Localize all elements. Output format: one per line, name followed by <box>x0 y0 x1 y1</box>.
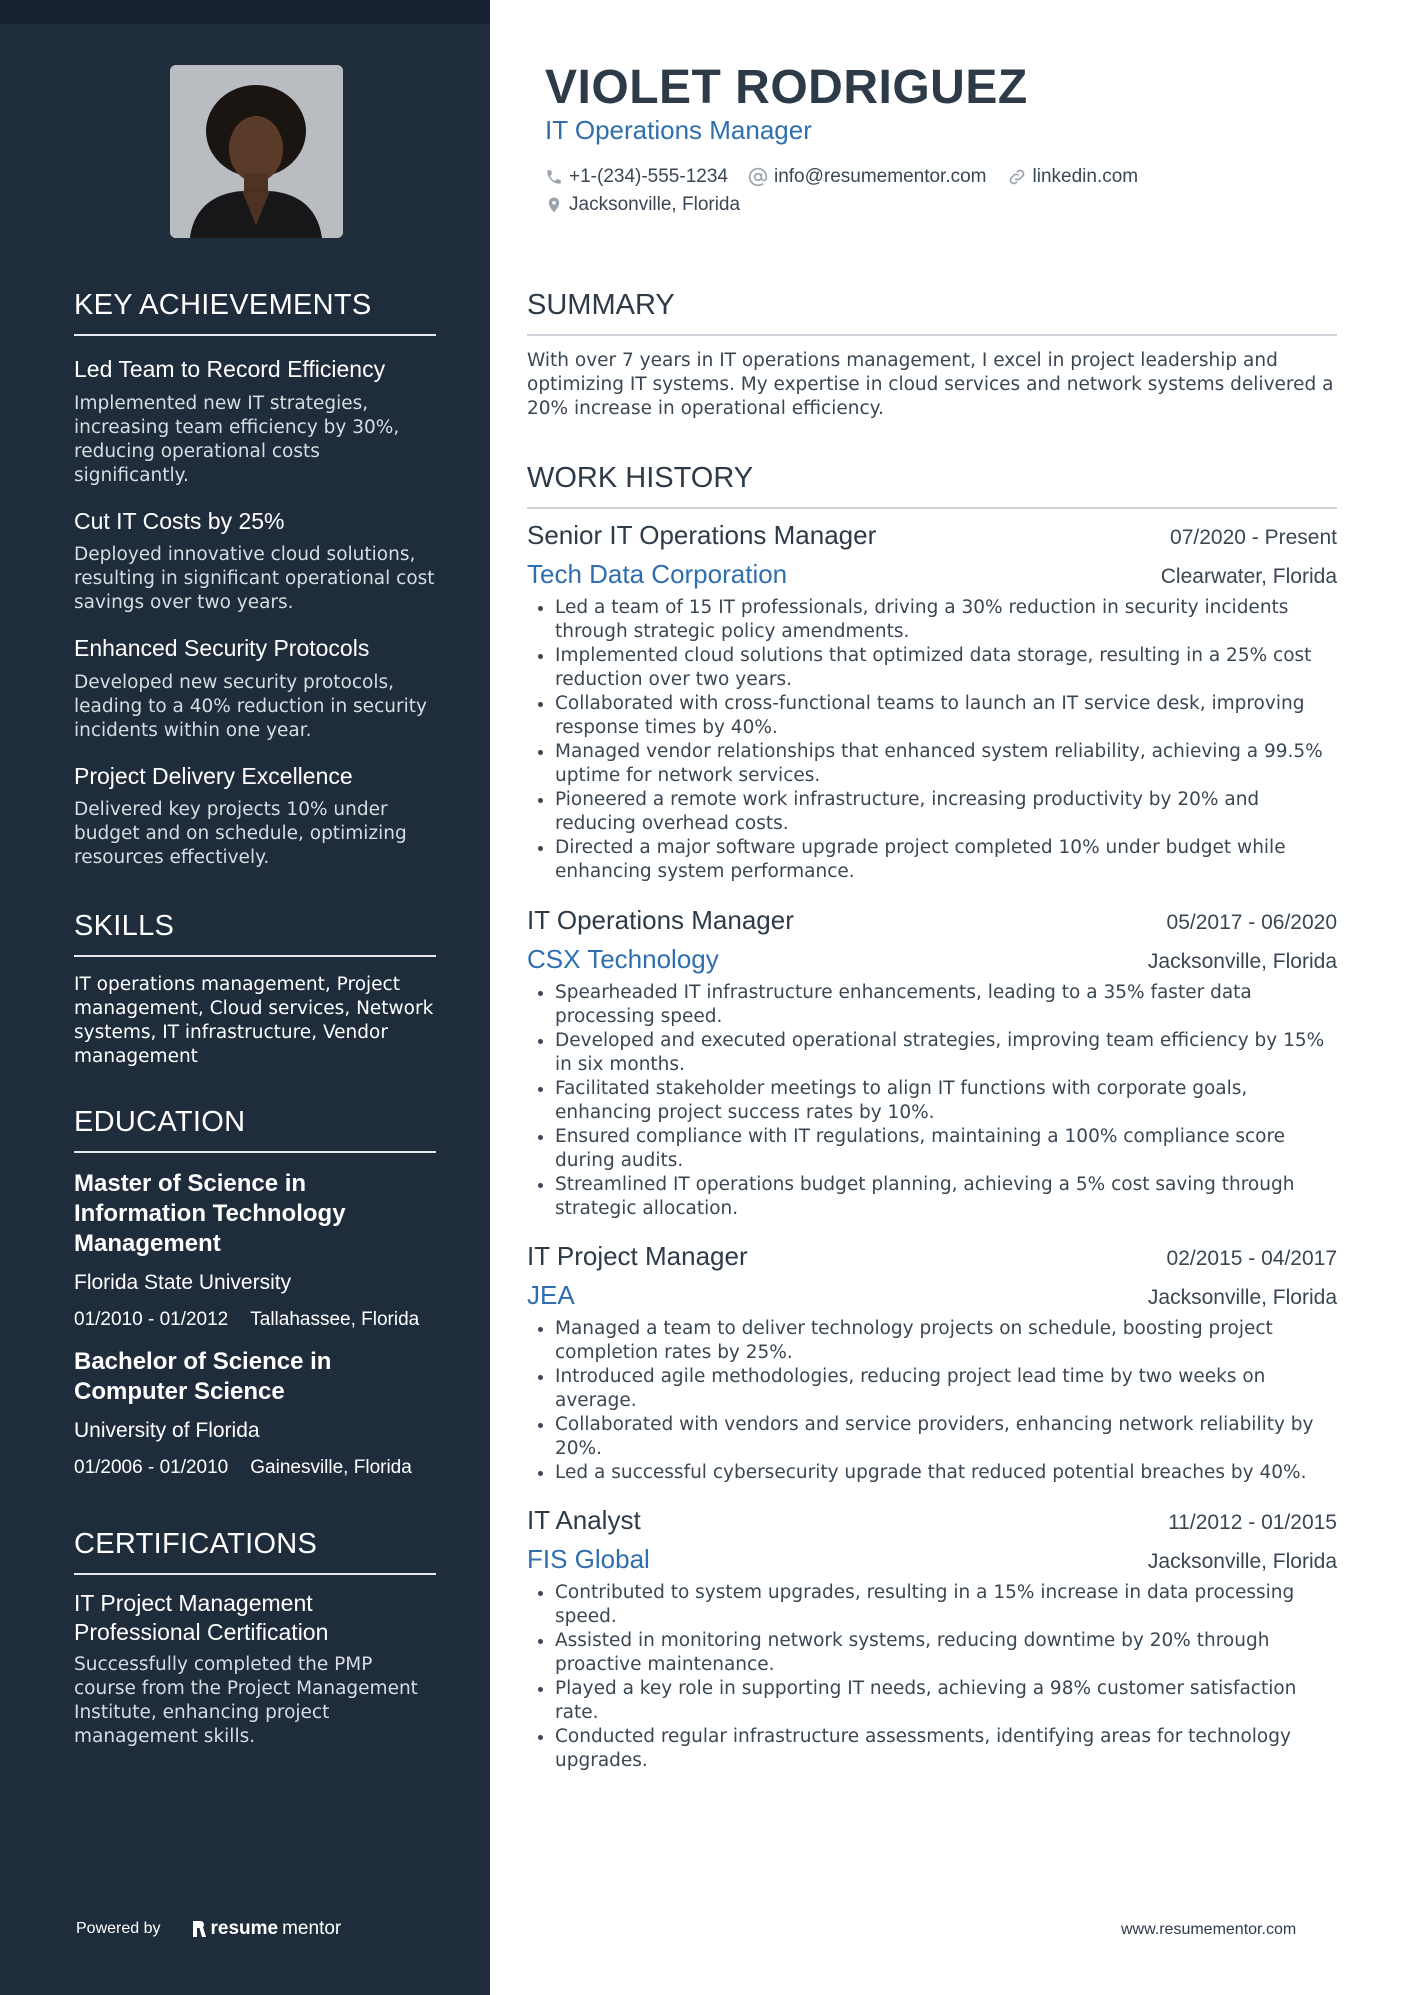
powered-by <box>76 1918 341 1940</box>
at-sign-icon <box>748 167 768 187</box>
sidebar <box>0 0 490 1995</box>
brand-name-bold: resume <box>210 1918 279 1939</box>
contact-location <box>545 194 740 216</box>
education-school: Florida State University <box>74 1271 292 1294</box>
contact-info <box>545 163 1325 219</box>
job-bullet: • Spearheaded IT infrastructure enhancements, leading to a 35% faster data processing speed. <box>555 981 1337 1029</box>
job-title: IT Operations Manager <box>527 905 794 935</box>
job-bullet: • Assisted in monitoring network systems, reducing downtime by 20% through proactive maintenance. <box>555 1629 1337 1677</box>
job-header <box>527 520 1337 551</box>
education-location: Gainesville, Florida <box>250 1457 412 1478</box>
education-dates: 01/2006 - 01/2010 <box>74 1457 229 1478</box>
job-bullets <box>527 1317 1337 1485</box>
job-bullet: • Developed and executed operational strategies, improving team efficiency by 15% in six months. <box>555 1029 1337 1077</box>
job-bullets <box>527 981 1337 1221</box>
phone-icon <box>545 168 563 186</box>
education-meta <box>74 1309 436 1331</box>
achievements-heading: KEY ACHIEVEMENTS <box>74 289 436 336</box>
job-bullets <box>527 596 1337 884</box>
achievement-title: Enhanced Security Protocols <box>74 635 370 662</box>
achievement-desc: Developed new security protocols, leading to a 40% reduction in security incidents within one year. <box>74 671 427 741</box>
job-location: Jacksonville, Florida <box>1147 1550 1337 1573</box>
achievement-desc: Implemented new IT strategies, increasing team efficiency by 30%, reducing operational costs significantly. <box>74 392 400 486</box>
job-location: Clearwater, Florida <box>1160 565 1337 588</box>
job-subheader <box>527 1280 1337 1311</box>
summary-text: With over 7 years in IT operations management, I excel in project leadership and optimizing IT systems. My expertise in cloud services and network systems delivered a 20% increase in operational efficiency. <box>527 350 1334 419</box>
job-subheader <box>527 1544 1337 1575</box>
contact-row <box>545 191 1325 219</box>
skills-section <box>74 910 436 1069</box>
job-entry <box>527 1505 1337 1773</box>
email-text: info@resumementor.com <box>773 166 987 187</box>
contact-linkedin[interactable] <box>1007 166 1139 188</box>
job-bullet: • Streamlined IT operations budget planning, achieving a 5% cost saving through strategic allocation. <box>555 1173 1337 1221</box>
summary-heading: SUMMARY <box>527 289 1337 336</box>
profile-photo <box>170 65 343 238</box>
certification-desc: Successfully completed the PMP course from the Project Management Institute, enhancing project management skills. <box>74 1654 418 1747</box>
achievement-title: Led Team to Record Efficiency <box>74 356 386 382</box>
job-subheader <box>527 559 1337 590</box>
job-bullet: • Introduced agile methodologies, reducing project lead time by two weeks on average. <box>555 1365 1337 1413</box>
job-dates: 07/2020 - Present <box>1170 526 1337 549</box>
achievement-desc: Delivered key projects 10% under budget and on schedule, optimizing resources effectively. <box>74 799 407 869</box>
achievement-item <box>74 508 436 616</box>
location-text: Jacksonville, Florida <box>569 194 741 215</box>
job-bullet: • Played a key role in supporting IT needs, achieving a 98% customer satisfaction rate. <box>555 1677 1337 1725</box>
achievement-title: Cut IT Costs by 25% <box>74 507 285 534</box>
education-degree: Master of Science in Information Technology Management <box>74 1170 346 1257</box>
job-bullet: • Contributed to system upgrades, resulting in a 15% increase in data processing speed. <box>555 1581 1337 1629</box>
education-school: University of Florida <box>74 1419 260 1442</box>
job-bullet: • Conducted regular infrastructure assessments, identifying areas for technology upgrades. <box>555 1725 1337 1773</box>
brand-name-rest: mentor <box>282 1918 342 1939</box>
powered-by-label: Powered by <box>76 1920 161 1937</box>
job-company: CSX Technology <box>527 944 719 974</box>
job-dates: 11/2012 - 01/2015 <box>1168 1511 1337 1534</box>
job-bullet: • Implemented cloud solutions that optimized data storage, resulting in a 25% cost reduction over two years. <box>555 644 1337 692</box>
job-entry <box>527 905 1337 1221</box>
certifications-section <box>74 1528 436 1749</box>
achievement-title: Project Delivery Excellence <box>74 762 353 789</box>
job-company: FIS Global <box>527 1544 650 1574</box>
skills-heading: SKILLS <box>74 910 436 957</box>
education-meta <box>74 1457 436 1479</box>
education-item <box>74 1169 436 1331</box>
avatar-icon <box>170 65 343 238</box>
job-title: IT Analyst <box>527 1505 641 1535</box>
job-bullet: • Managed vendor relationships that enhanced system reliability, achieving a 99.5% uptime for network services. <box>555 740 1337 788</box>
contact-email[interactable] <box>748 166 987 188</box>
job-dates: 02/2015 - 04/2017 <box>1166 1247 1337 1270</box>
certification-item <box>74 1589 436 1749</box>
link-icon <box>1007 167 1027 187</box>
job-bullet: • Directed a major software upgrade project completed 10% under budget while enhancing system performance. <box>555 836 1337 884</box>
sidebar-top-bar <box>0 0 490 24</box>
job-title: Senior IT Operations Manager <box>527 520 877 550</box>
brand-logo[interactable] <box>191 1918 342 1940</box>
achievement-item <box>74 763 436 871</box>
job-bullet: • Collaborated with vendors and service providers, enhancing network reliability by 20%. <box>555 1413 1337 1461</box>
job-bullet: • Led a team of 15 IT professionals, driving a 30% reduction in security incidents through strategic policy amendments. <box>555 596 1337 644</box>
job-company: JEA <box>527 1280 575 1310</box>
job-location: Jacksonville, Florida <box>1147 1286 1337 1309</box>
contact-row <box>545 163 1325 191</box>
location-pin-icon <box>545 195 563 215</box>
certifications-heading: CERTIFICATIONS <box>74 1528 436 1575</box>
job-entry <box>527 520 1337 884</box>
job-subheader <box>527 944 1337 975</box>
job-bullet: • Facilitated stakeholder meetings to align IT functions with corporate goals, enhancing project success rates by 10%. <box>555 1077 1337 1125</box>
achievement-item <box>74 635 436 743</box>
education-item <box>74 1347 436 1479</box>
job-entry <box>527 1241 1337 1485</box>
achievement-desc: Deployed innovative cloud solutions, resulting in significant operational cost savings over two years. <box>74 544 435 614</box>
job-bullet: • Managed a team to deliver technology projects on schedule, boosting project completion rates by 25%. <box>555 1317 1337 1365</box>
linkedin-text: linkedin.com <box>1032 166 1139 187</box>
education-location: Tallahassee, Florida <box>250 1309 420 1330</box>
work-history-heading: WORK HISTORY <box>527 462 1337 509</box>
candidate-role: IT Operations Manager <box>545 115 812 145</box>
resumementor-logo-icon <box>191 1919 207 1939</box>
job-title: IT Project Manager <box>527 1241 748 1271</box>
achievements-section <box>74 289 436 870</box>
skills-list: IT operations management, Project management, Cloud services, Network systems, IT infrastructure, Vendor management <box>74 974 434 1067</box>
education-dates: 01/2010 - 01/2012 <box>74 1309 229 1330</box>
job-header <box>527 1241 1337 1272</box>
phone-text: +1-(234)-555-1234 <box>569 166 728 187</box>
job-bullet: • Pioneered a remote work infrastructure, increasing productivity by 20% and reducing overhead costs. <box>555 788 1337 836</box>
certification-title: IT Project Management Professional Certification <box>74 1590 329 1645</box>
job-company: Tech Data Corporation <box>527 559 788 589</box>
job-bullet: • Led a successful cybersecurity upgrade that reduced potential breaches by 40%. <box>555 1461 1337 1485</box>
contact-phone[interactable] <box>545 166 728 188</box>
job-location: Jacksonville, Florida <box>1147 950 1337 973</box>
education-heading: EDUCATION <box>74 1106 436 1153</box>
job-bullet: • Collaborated with cross-functional teams to launch an IT service desk, improving response times by 40%. <box>555 692 1337 740</box>
job-header <box>527 1505 1337 1536</box>
candidate-name: VIOLET RODRIGUEZ <box>545 61 1028 114</box>
education-section <box>74 1106 436 1479</box>
job-dates: 05/2017 - 06/2020 <box>1166 911 1337 934</box>
job-header <box>527 905 1337 936</box>
job-bullets <box>527 1581 1337 1773</box>
education-degree: Bachelor of Science in Computer Science <box>74 1348 332 1405</box>
footer-url[interactable]: www.resumementor.com <box>1121 1921 1297 1938</box>
achievement-item <box>74 356 436 488</box>
job-bullet: • Ensured compliance with IT regulations, maintaining a 100% compliance score during audits. <box>555 1125 1337 1173</box>
